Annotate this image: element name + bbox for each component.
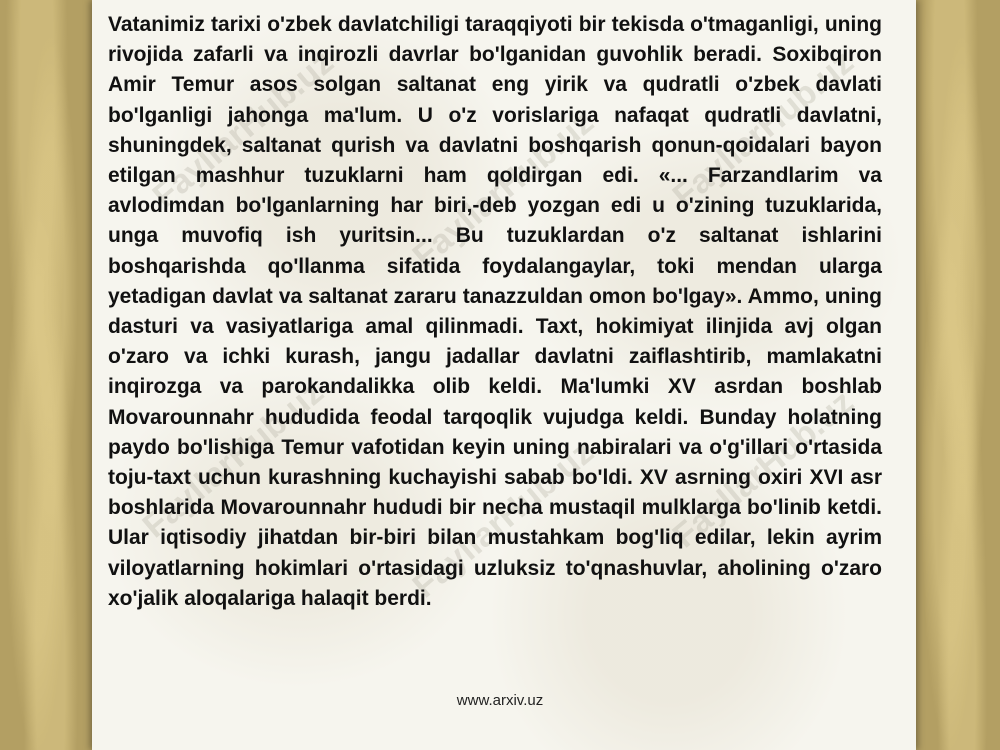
footer-url[interactable]: www.arxiv.uz <box>456 692 544 709</box>
right-decorative-border <box>916 0 1000 750</box>
body-paragraph: Vatanimiz tarixi o'zbek davlatchiligi taraqqiyoti bir tekisda o'tmaganligi, uning rivojida zafarli va inqirozli davrlar bo'lganidan guvohlik beradi. Soxibqiron Amir Temur asos solgan saltanat eng yirik va qudratli o'zbek davlati bo'lganligi jahonga ma'lum. U o'z vorislariga nafaqat qudratli davlatni, shuningdek, saltanat qurish va davlatni boshqarish qonun-qoidalari bayon etilgan mashhur tuzuklarni ham qoldirgan edi. «... Farzandlarim va avlodimdan bo'lganlarning har biri,-deb yozgan edi u o'zining tuzuklarida, unga muvofiq ish yuritsin... Bu tuzuklardan o'z saltanat ishlarini boshqarishda qo'llanma sifatida foydalangaylar, toki mendan ularga yetadigan davlat va saltanat zararu tanazzuldan omon bo'lgay». Ammo, uning dasturi va vasiyatlariga amal qilinmadi. Taxt, hokimiyat ilinjida avj olgan o'zaro va ichki kurash, jangu jadallar davlatni zaiflashtirib, mamlakatni inqirozga va parokandalikka olib keldi. Ma'lumki XV asrdan boshlab Movarounnahr hududida feodal tarqoqlik vujudga keldi. Bunday holatning paydo bo'lishiga Temur vafotidan keyin uning nabiralari va o'g'illari o'rtasida toju-taxt uchun kurashning kuchayishi sabab bo'ldi. XV asrning oxiri XVI asr boshlarida Movarounnahr hududi bir necha mustaqil mulklarga bo'linib ketdi. Ular iqtisodiy jihatdan bir-biri bilan mustahkam bog'liq edilar, lekin ayrim viloyatlarning hokimlari o'rtasidagi uzluksiz to'qnashuvlar, aholining o'zaro xo'jalik aloqalariga halaqit berdi. <box>108 13 882 610</box>
left-decorative-border <box>0 0 92 750</box>
watermark: FayllarHub.uz <box>405 102 601 276</box>
watermark: FayllarHub.uz <box>665 382 861 556</box>
watermark: FayllarHub.uz <box>145 42 341 216</box>
watermark: FayllarHub.uz <box>665 42 861 216</box>
watermark: FayllarHub.uz <box>405 432 601 606</box>
watermark: FayllarHub.uz <box>135 372 331 546</box>
